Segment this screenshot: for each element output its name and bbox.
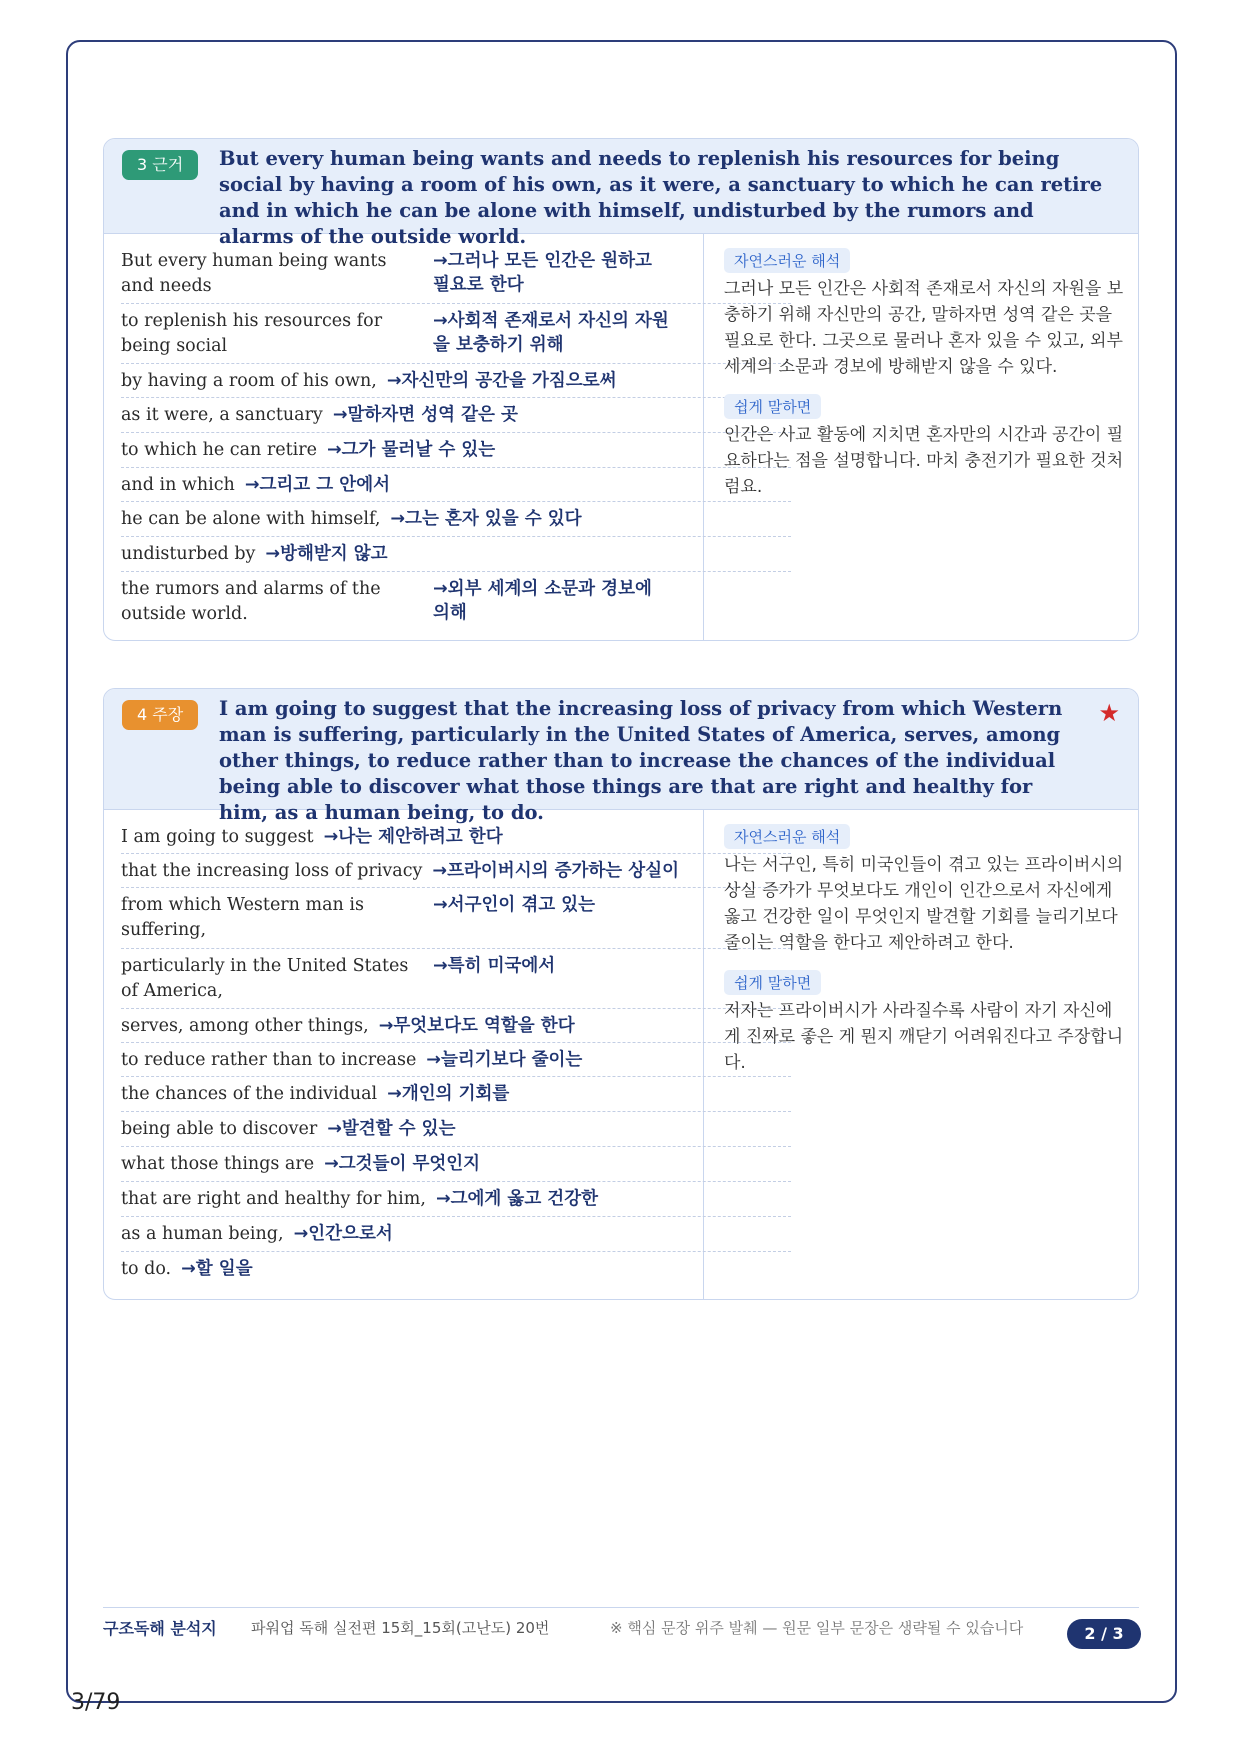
chunk-row [121,1009,791,1043]
footer-brand: 구조독해 분석지 [103,1619,217,1638]
card-body [104,810,1138,1300]
chunk-row [121,433,791,468]
easy-explanation-text: 인간은 사교 활동에 지치면 혼자만의 시간과 공간이 필요하다는 점을 설명합니다. 마치 충전기가 필요한 것처럼요. [724,425,1124,497]
chunk-korean: →개인의 기회를 [387,1084,510,1104]
chunk-korean: →프라이버시의 증가하는 상실이 [432,861,680,881]
chunk-korean: →늘리기보다 줄이는 [426,1050,583,1070]
natural-translation-text: 그러나 모든 인간은 사회적 존재로서 자신의 자원을 보충하기 위해 자신만의 공간, 말하자면 성역 같은 곳을 필요로 한다. 그곳으로 물러나 혼자 있을 수 있고, 외부 세계의 소문과 경보에 방해받지 않을 수 있다. [724,279,1124,377]
chunk-row [121,820,791,854]
chunk-english: serves, among other things, [121,1016,369,1036]
chunk-english: being able to discover [121,1119,318,1139]
chunk-english: that are right and healthy for him, [121,1189,426,1209]
chunk-english: by having a room of his own, [121,371,377,391]
natural-translation-label: 자연스러운 해석 [724,248,850,273]
chunk-list [121,820,791,1286]
chunk-english: to reduce rather than to increase [121,1050,417,1070]
chunk-row [121,1147,791,1182]
chunk-english: he can be alone with himself, [121,509,381,529]
chunk-korean: →외부 세계의 소문과 경보에 의해 [433,579,652,623]
chunk-english: what those things are [121,1154,315,1174]
footer-note: ※ 핵심 문장 위주 발췌 — 원문 일부 문장은 생략될 수 있습니다 [610,1619,1024,1637]
chunk-korean: →자신만의 공간을 가짐으로써 [386,371,617,391]
card-header [104,139,1138,248]
chunk-row [121,244,791,304]
chunk-row [121,502,791,537]
chunk-korean: →인간으로서 [293,1224,393,1244]
chunk-korean: →그가 물러날 수 있는 [326,440,496,460]
easy-explanation-label: 쉽게 말하면 [724,970,821,995]
chunk-row [121,572,791,632]
chunk-english: the rumors and alarms of the outside world. [121,579,381,624]
chunk-english: as a human being, [121,1224,284,1244]
easy-explanation-text: 저자는 프라이버시가 사라질수록 사람이 자기 자신에게 진짜로 좋은 게 뭔지 깨닫기 어려워진다고 주장합니다. [724,1001,1124,1073]
chunk-korean: →그는 혼자 있을 수 있다 [390,509,582,529]
chunk-korean: →할 일을 [181,1259,253,1279]
natural-translation-label: 자연스러운 해석 [724,824,850,849]
chunk-row [121,1252,791,1286]
analysis-card-4 [103,688,1139,1300]
star-icon: ★ [1098,699,1120,727]
chunk-korean: →서구인이 겪고 있는 [433,895,596,915]
card-header [104,689,1138,824]
original-sentence: I am going to suggest that the increasing loss of privacy from which Western man is suffering, particularly in the United States of America, serves, among other things, to reduce rather than to increase the chances of the individual being able to discover what those things are that are right and healthy for him, as a human being, to do. [219,697,1063,824]
original-sentence: But every human being wants and needs to replenish his resources for being social by having a room of his own, as it were, a sanctuary to which he can retire and in which he can be alone with himself, undisturbed by the rumors and alarms of the outside world. [219,147,1103,248]
chunk-english: and in which [121,475,235,495]
section-badge: 4 주장 [122,700,198,730]
easy-explanation-label: 쉽게 말하면 [724,394,821,419]
chunk-row [121,1217,791,1252]
chunk-korean: →무엇보다도 역할을 한다 [378,1016,575,1036]
page-indicator: 2 / 3 [1067,1619,1141,1649]
chunk-english: as it were, a sanctuary [121,405,323,425]
chunk-row [121,1077,791,1112]
chunk-korean: →그리고 그 안에서 [244,475,391,495]
translation-panel [724,248,1124,514]
chunk-english: undisturbed by [121,544,256,564]
chunk-english: to which he can retire [121,440,317,460]
chunk-english: particularly in the United States of America, [121,956,409,1001]
chunk-row [121,1182,791,1217]
chunk-row [121,304,791,364]
chunk-english: that the increasing loss of privacy [121,861,423,881]
chunk-korean: →그것들이 무엇인지 [324,1154,481,1174]
card-body [104,234,1138,641]
chunk-list [121,244,791,632]
chunk-english: from which Western man is suffering, [121,895,364,940]
chunk-english: to replenish his resources for being social [121,311,383,356]
chunk-korean: →특히 미국에서 [433,956,556,976]
document-page-counter: 3/79 [71,1690,121,1715]
chunk-row [121,468,791,502]
chunk-english: the chances of the individual [121,1084,378,1104]
translation-panel [724,824,1124,1090]
chunk-row [121,398,791,433]
chunk-korean: →나는 제안하려고 한다 [323,827,503,847]
chunk-row [121,537,791,572]
chunk-korean: →사회적 존재로서 자신의 자원을 보충하기 위해 [433,311,669,355]
chunk-row [121,949,791,1009]
chunk-korean: →발견할 수 있는 [327,1119,456,1139]
chunk-korean: →방해받지 않고 [265,544,388,564]
natural-translation-text: 나는 서구인, 특히 미국인들이 겪고 있는 프라이버시의 상실 증가가 무엇보다도 개인이 인간으로서 자신에게 옳고 건강한 일이 무엇인지 발견할 기회를 늘리기보다 줄이는 역할을 한다고 제안하려고 한다. [724,855,1124,953]
chunk-korean: →그에게 옳고 건강한 [435,1189,599,1209]
analysis-card-3 [103,138,1139,641]
chunk-korean: →그러나 모든 인간은 원하고 필요로 한다 [433,251,652,295]
footer-divider [103,1607,1139,1608]
chunk-row [121,1112,791,1147]
chunk-row [121,888,791,949]
chunk-english: to do. [121,1259,172,1279]
chunk-korean: →말하자면 성역 같은 곳 [332,405,518,425]
section-badge: 3 근거 [122,150,198,180]
chunk-english: But every human being wants and needs [121,251,387,296]
chunk-row [121,1043,791,1077]
chunk-english: I am going to suggest [121,827,314,847]
footer-source: 파워업 독해 실전편 15회_15회(고난도) 20번 [251,1619,550,1637]
chunk-row [121,364,791,398]
chunk-row [121,854,791,888]
